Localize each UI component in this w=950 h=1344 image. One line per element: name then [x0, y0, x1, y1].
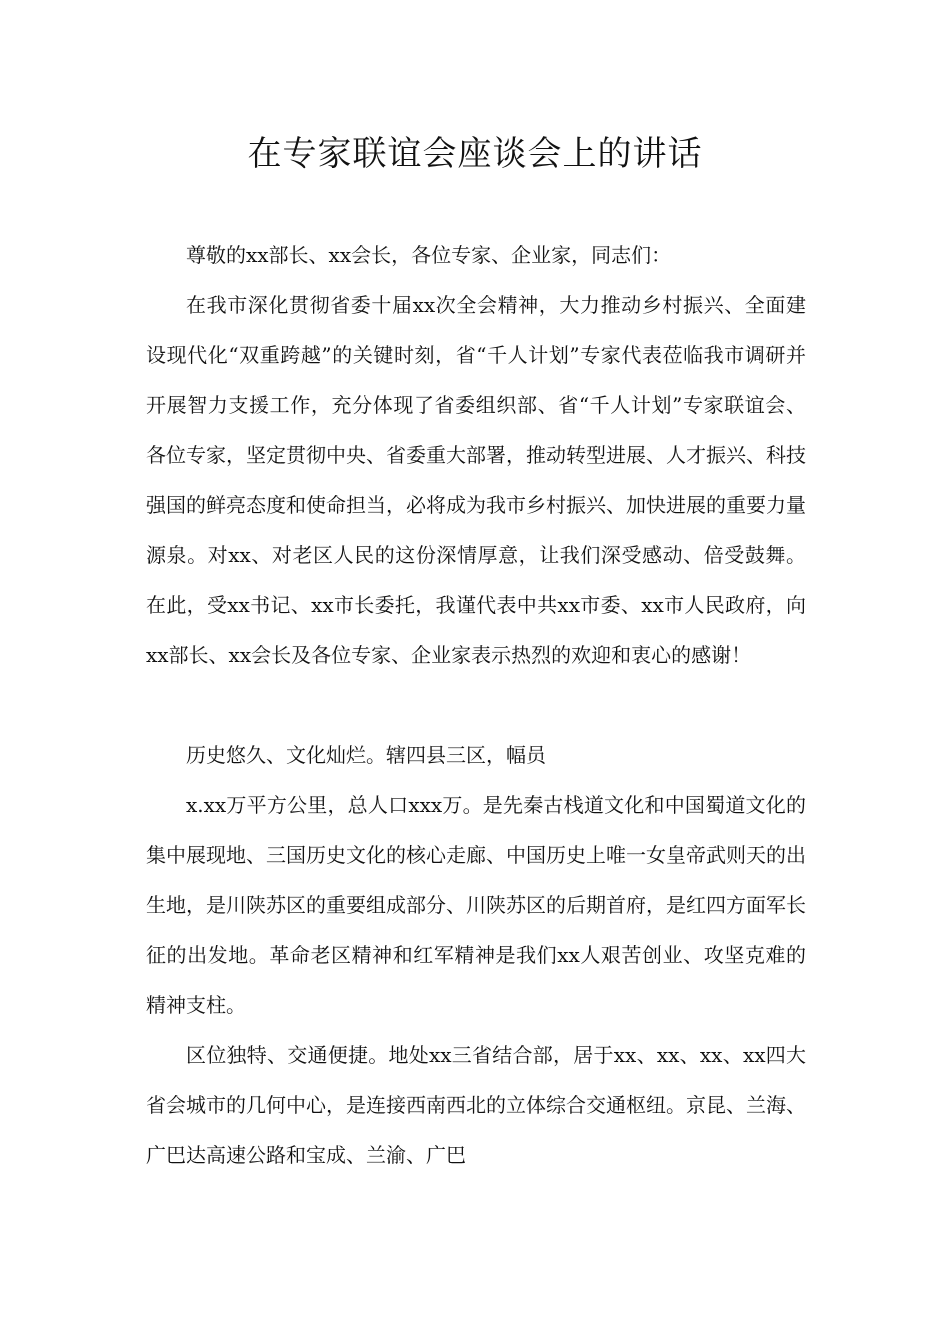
opening-paragraph: 在我市深化贯彻省委十届xx次全会精神，大力推动乡村振兴、全面建设现代化“双重跨越”的关键时刻，省“千人计划”专家代表莅临我市调研并开展智力支援工作，充分体现了省委组织部、省“千人计划”专家联谊会、各位专家，坚定贯彻中央、省委重大部署，推动转型进展、人才振兴、科技强国的鲜亮态度和使命担当，必将成为我市乡村振兴、加快进展的重要力量源泉。对xx、对老区人民的这份深情厚意，让我们深受感动、倍受鼓舞。在此，受xx书记、xx市长委托，我谨代表中共xx市委、xx市人民政府，向xx部长、xx会长及各位专家、企业家表示热烈的欢迎和衷心的感谢！: [146, 293, 806, 667]
paragraph-gap: [146, 680, 806, 730]
document-body: [146, 230, 806, 1180]
location-paragraph: 区位独特、交通便捷。地处xx三省结合部，居于xx、xx、xx、xx四大省会城市的几何中心，是连接西南西北的立体综合交通枢纽。京昆、兰海、广巴达高速公路和宝成、兰渝、广巴: [146, 1043, 806, 1167]
salutation-paragraph: 尊敬的xx部长、xx会长，各位专家、企业家，同志们：: [186, 243, 672, 267]
history-paragraph: x.xx万平方公里，总人口xxx万。是先秦古栈道文化和中国蜀道文化的集中展现地、三国历史文化的核心走廊、中国历史上唯一女皇帝武则天的出生地，是川陕苏区的重要组成部分、川陕苏区的后期首府，是红四方面军长征的出发地。革命老区精神和红军精神是我们xx人艰苦创业、攻坚克难的精神支柱。: [146, 793, 806, 1017]
history-heading-paragraph: 历史悠久、文化灿烂。辖四县三区，幅员: [186, 743, 546, 767]
document-title: 在专家联谊会座谈会上的讲话: [247, 134, 703, 174]
